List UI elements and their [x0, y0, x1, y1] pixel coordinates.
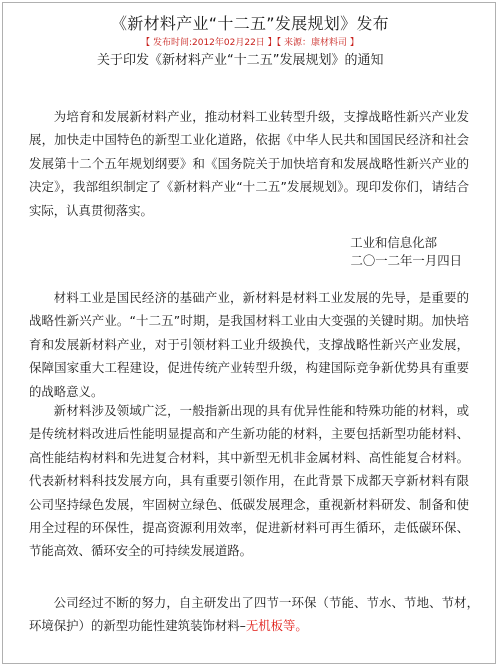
article-frame [2, 2, 496, 664]
body-paragraph: 新材料涉及领域广泛，一般指新出现的具有优异性能和特殊功能的材料，或是传统材料改进后性能明显提高和产生新功能的材料，主要包括新型功能材料、高性能结构材料和先进复合材料，其中新型无机非金属材料、高性能复合材料。代表新材料科技发展方向，具有重要引领作用，在此背景下成都天亨新材料有限公司坚持绿色发展，牢固树立绿色、低碳发展理念，重视新材料研发、制备和使用全过程的环保性，提高资源利用效率，促进新材料可再生循环，走低碳环保、节能高效、循环安全的可持续发展道路。 [29, 403, 469, 559]
body-paragraph: 材料工业是国民经济的基础产业，新材料是材料工业发展的先导，是重要的战略性新兴产业。“十二五”时期，是我国材料工业由大变强的关键时期。加快培育和发展新材料产业，对于引领材料工业升级换代，支撑战略性新兴产业发展，保障国家重大工程建设，促进传统产业转型升级，构建国际竞争新优势具有重要的战略意义。 [29, 290, 469, 399]
closing-paragraph-text: 公司经过不断的努力，自主研发出了四节一环保（节能、节水、节地、节材，环境保护）的新型功能性建筑装饰材料– [29, 595, 479, 634]
closing-paragraph [29, 591, 479, 638]
product-highlight: 无机板等。 [245, 618, 308, 634]
article-title: 《新材料产业“十二五”发展规划》发布 [111, 14, 389, 33]
signature-date: 二〇一二年一月四日 [350, 253, 462, 268]
intro-paragraph: 为培育和发展新材料产业，推动材料工业转型升级，支撑战略性新兴产业发展，加快走中国特色的新型工业化道路，依据《中华人民共和国国民经济和社会发展第十二个五年规划纲要》和《国务院关于加快培育和发展战略性新兴产业的决定》，我部组织制定了《新材料产业“十二五”发展规划》。现印发你们，请结合实际，认真贯彻落实。 [29, 109, 469, 218]
publish-meta: 【 发布时间:2012年02月22日 】【 来源：康材料司 】 [141, 38, 359, 48]
signature-organization: 工业和信息化部 [350, 235, 437, 250]
notice-title: 关于印发《新材料产业“十二五”发展规划》的通知 [97, 53, 384, 68]
